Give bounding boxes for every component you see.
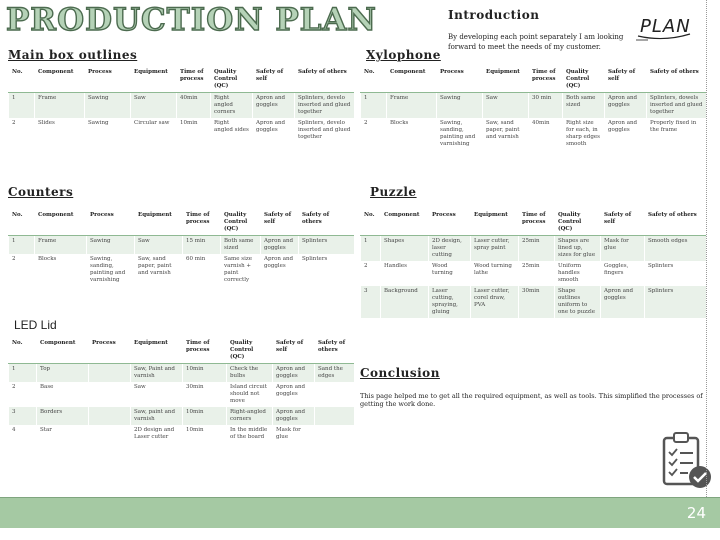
table-cell: Splinters, develo inserted and glued together xyxy=(295,93,354,119)
table-cell: Wood turning xyxy=(429,261,471,286)
table-cell: Slides xyxy=(35,118,85,143)
frame-divider xyxy=(706,0,708,497)
column-header: Safety of self xyxy=(605,67,647,93)
table-cell: Borders xyxy=(37,407,89,425)
table-cell: Same size varnish + paint correctly xyxy=(221,254,261,286)
table-cell: 1 xyxy=(361,93,387,119)
xylophone-table xyxy=(360,67,706,150)
table-row xyxy=(361,236,706,262)
table-cell: Smooth edges xyxy=(645,236,706,262)
column-header: Quality Control (QC) xyxy=(555,210,601,236)
table-row xyxy=(9,118,354,143)
table-cell xyxy=(89,425,131,443)
column-header: Safety of others xyxy=(299,210,354,236)
table-cell: 10min xyxy=(177,118,211,143)
footer-bar xyxy=(0,497,720,528)
table-cell: Right size for each, in sharp edges smooth xyxy=(563,118,605,150)
plan-logo xyxy=(636,10,692,44)
plan-logo-text: PLAN xyxy=(640,16,691,37)
table-cell: Saw, paint and varnish xyxy=(131,407,183,425)
conclusion-heading: Conclusion xyxy=(360,366,440,380)
table-cell: Saw xyxy=(131,93,177,119)
table-cell: Check the bulbs xyxy=(227,364,273,383)
table-row xyxy=(9,254,354,286)
column-header: No. xyxy=(9,67,35,93)
column-header: Equipment xyxy=(131,67,177,93)
table-cell: Apron and goggles xyxy=(601,286,645,318)
table-cell: Mask for glue xyxy=(601,236,645,262)
table-cell: Apron and goggles xyxy=(253,118,295,143)
table-cell: 25min xyxy=(519,261,555,286)
table-row xyxy=(361,118,706,150)
main-box-table xyxy=(8,67,354,143)
column-header: Time of process xyxy=(529,67,563,93)
table-row xyxy=(361,261,706,286)
section-main-box: Main box outlines xyxy=(8,48,138,62)
table-cell: Shapes xyxy=(381,236,429,262)
led-lid-table xyxy=(8,338,354,443)
column-header: Equipment xyxy=(471,210,519,236)
table-cell: 2 xyxy=(361,261,381,286)
table-cell: Right angled corners xyxy=(211,93,253,119)
plan-logo-graphic xyxy=(636,10,692,44)
table-cell: Top xyxy=(37,364,89,383)
table-cell: 2 xyxy=(9,118,35,143)
table-cell: 3 xyxy=(361,286,381,318)
puzzle-table xyxy=(360,210,706,318)
table-cell: Right angled sides xyxy=(211,118,253,143)
section-led-lid: LED Lid xyxy=(14,318,57,332)
introduction-heading: Introduction xyxy=(448,8,540,22)
section-xylophone: Xylophone xyxy=(366,48,441,62)
table-cell: 25min xyxy=(519,236,555,262)
column-header: Component xyxy=(35,67,85,93)
table-cell: 10min xyxy=(183,425,227,443)
table-cell: Shapes are lined up, sizes for glue xyxy=(555,236,601,262)
table-cell: Wood turning lathe xyxy=(471,261,519,286)
column-header: Equipment xyxy=(135,210,183,236)
table-header-row xyxy=(361,67,706,93)
table-cell: Background xyxy=(381,286,429,318)
table-cell: Laser cutter, corel draw, PVA xyxy=(471,286,519,318)
table-header-row xyxy=(9,338,354,364)
table-cell: Splinters xyxy=(645,286,706,318)
table-cell xyxy=(89,407,131,425)
table-cell xyxy=(89,382,131,407)
table-cell: Sand the edges xyxy=(315,364,354,383)
table-cell: Splinters, develo inserted and glued together xyxy=(295,118,354,143)
table-cell: Splinters xyxy=(299,254,354,286)
table-cell: 1 xyxy=(9,236,35,255)
counters-table xyxy=(8,210,354,286)
table-cell: 60 min xyxy=(183,254,221,286)
column-header: Process xyxy=(89,338,131,364)
table-cell: 1 xyxy=(9,93,35,119)
table-cell: Mask for glue xyxy=(273,425,315,443)
table-cell: Saw, sand paper, paint and varnish xyxy=(483,118,529,150)
table-header-row xyxy=(9,67,354,93)
conclusion-text: This page helped me to get all the required equipment, as well as tools. This simplified the processes of getting the work done. xyxy=(360,392,703,408)
column-header: Time of process xyxy=(183,210,221,236)
table-cell: Apron and goggles xyxy=(273,364,315,383)
table-cell xyxy=(315,382,354,407)
column-header: No. xyxy=(361,67,387,93)
column-header: Process xyxy=(429,210,471,236)
table-cell: 2 xyxy=(9,254,35,286)
column-header: Safety of self xyxy=(273,338,315,364)
table-cell: 10min xyxy=(183,364,227,383)
table-row xyxy=(9,425,354,443)
table-row xyxy=(9,382,354,407)
table-cell: 10min xyxy=(183,407,227,425)
table-cell: Apron and goggles xyxy=(261,236,299,255)
section-counters: Counters xyxy=(8,185,74,199)
table-cell: Apron and goggles xyxy=(273,382,315,407)
table-cell: Saw xyxy=(135,236,183,255)
table-cell: Apron and goggles xyxy=(261,254,299,286)
page-title: PRODUCTION PLAN xyxy=(6,2,377,38)
table-cell: Handles xyxy=(381,261,429,286)
column-header: Time of process xyxy=(519,210,555,236)
column-header: Component xyxy=(387,67,437,93)
table-header-row xyxy=(9,210,354,236)
table-cell xyxy=(315,407,354,425)
table-cell: Island circuit should not move xyxy=(227,382,273,407)
table-cell: Sawing xyxy=(85,93,131,119)
column-header: Equipment xyxy=(131,338,183,364)
table-row xyxy=(361,93,706,119)
table-cell: 2D design, laser cutting xyxy=(429,236,471,262)
column-header: No. xyxy=(361,210,381,236)
column-header: Safety of others xyxy=(645,210,706,236)
column-header: Quality Control (QC) xyxy=(221,210,261,236)
table-cell: 30min xyxy=(519,286,555,318)
table-cell: Blocks xyxy=(387,118,437,150)
section-puzzle: Puzzle xyxy=(370,185,417,199)
column-header: Quality Control (QC) xyxy=(563,67,605,93)
table-row xyxy=(9,236,354,255)
table-cell: Apron and goggles xyxy=(605,118,647,150)
table-cell: Sawing, sanding, painting and varnishing xyxy=(437,118,483,150)
column-header: Equipment xyxy=(483,67,529,93)
table-cell: In the middle of the board xyxy=(227,425,273,443)
table-cell: Right-angled corners xyxy=(227,407,273,425)
table-cell: Splinters xyxy=(645,261,706,286)
column-header: Time of process xyxy=(177,67,211,93)
table-cell: Laser cutting, spraying, gluing xyxy=(429,286,471,318)
column-header: Safety of others xyxy=(647,67,706,93)
table-cell: Properly fixed in the frame xyxy=(647,118,706,150)
table-cell: 1 xyxy=(9,364,37,383)
table-cell: 2 xyxy=(361,118,387,150)
column-header: Safety of others xyxy=(315,338,354,364)
table-cell: Frame xyxy=(387,93,437,119)
column-header: Component xyxy=(37,338,89,364)
column-header: Component xyxy=(35,210,87,236)
table-cell: Saw, Paint and varnish xyxy=(131,364,183,383)
table-cell: Splinters, dowels inserted and glued together xyxy=(647,93,706,119)
table-cell: Apron and goggles xyxy=(273,407,315,425)
table-cell: Apron and goggles xyxy=(605,93,647,119)
column-header: Quality Control (QC) xyxy=(227,338,273,364)
table-row xyxy=(9,407,354,425)
table-cell: Sawing, sanding, painting and varnishing xyxy=(87,254,135,286)
table-cell: Uniform handles smooth xyxy=(555,261,601,286)
table-cell: Saw xyxy=(483,93,529,119)
table-cell: Apron and goggles xyxy=(253,93,295,119)
column-header: No. xyxy=(9,338,37,364)
column-header: Safety of self xyxy=(253,67,295,93)
table-cell: Shape outlines uniform to one to puzzle xyxy=(555,286,601,318)
column-header: Safety of self xyxy=(261,210,299,236)
table-cell: Both same sized xyxy=(563,93,605,119)
column-header: Process xyxy=(87,210,135,236)
table-cell: Sawing xyxy=(85,118,131,143)
table-row xyxy=(361,286,706,318)
column-header: Safety of others xyxy=(295,67,354,93)
table-cell: Sawing xyxy=(87,236,135,255)
column-header: Process xyxy=(437,67,483,93)
table-cell: Star xyxy=(37,425,89,443)
column-header: Time of process xyxy=(183,338,227,364)
table-row xyxy=(9,93,354,119)
table-cell: 15 min xyxy=(183,236,221,255)
table-cell: 40min xyxy=(177,93,211,119)
table-cell: Goggles, fingers xyxy=(601,261,645,286)
table-cell: Blocks xyxy=(35,254,87,286)
table-row xyxy=(9,364,354,383)
table-cell: Circular saw xyxy=(131,118,177,143)
page-number: 24 xyxy=(686,504,706,522)
table-cell: 1 xyxy=(361,236,381,262)
table-cell: Base xyxy=(37,382,89,407)
table-cell: 2 xyxy=(9,382,37,407)
table-cell xyxy=(315,425,354,443)
table-cell: Frame xyxy=(35,236,87,255)
table-cell: Saw, sand paper, paint and varnish xyxy=(135,254,183,286)
table-cell: 40min xyxy=(529,118,563,150)
table-cell xyxy=(89,364,131,383)
table-header-row xyxy=(361,210,706,236)
table-cell: Saw xyxy=(131,382,183,407)
table-cell: 2D design and Laser cutter xyxy=(131,425,183,443)
table-cell: Frame xyxy=(35,93,85,119)
introduction-text: By developing each point separately I am looking forward to meet the needs of my customer. xyxy=(448,33,624,51)
table-cell: Splinters xyxy=(299,236,354,255)
table-cell: Sawing xyxy=(437,93,483,119)
table-cell: 30 min xyxy=(529,93,563,119)
table-cell: Laser cutter, spray paint xyxy=(471,236,519,262)
table-cell: 3 xyxy=(9,407,37,425)
column-header: Safety of self xyxy=(601,210,645,236)
table-cell: 30min xyxy=(183,382,227,407)
column-header: No. xyxy=(9,210,35,236)
column-header: Process xyxy=(85,67,131,93)
column-header: Component xyxy=(381,210,429,236)
table-cell: 4 xyxy=(9,425,37,443)
column-header: Quality Control (QC) xyxy=(211,67,253,93)
table-cell: Both same sized xyxy=(221,236,261,255)
